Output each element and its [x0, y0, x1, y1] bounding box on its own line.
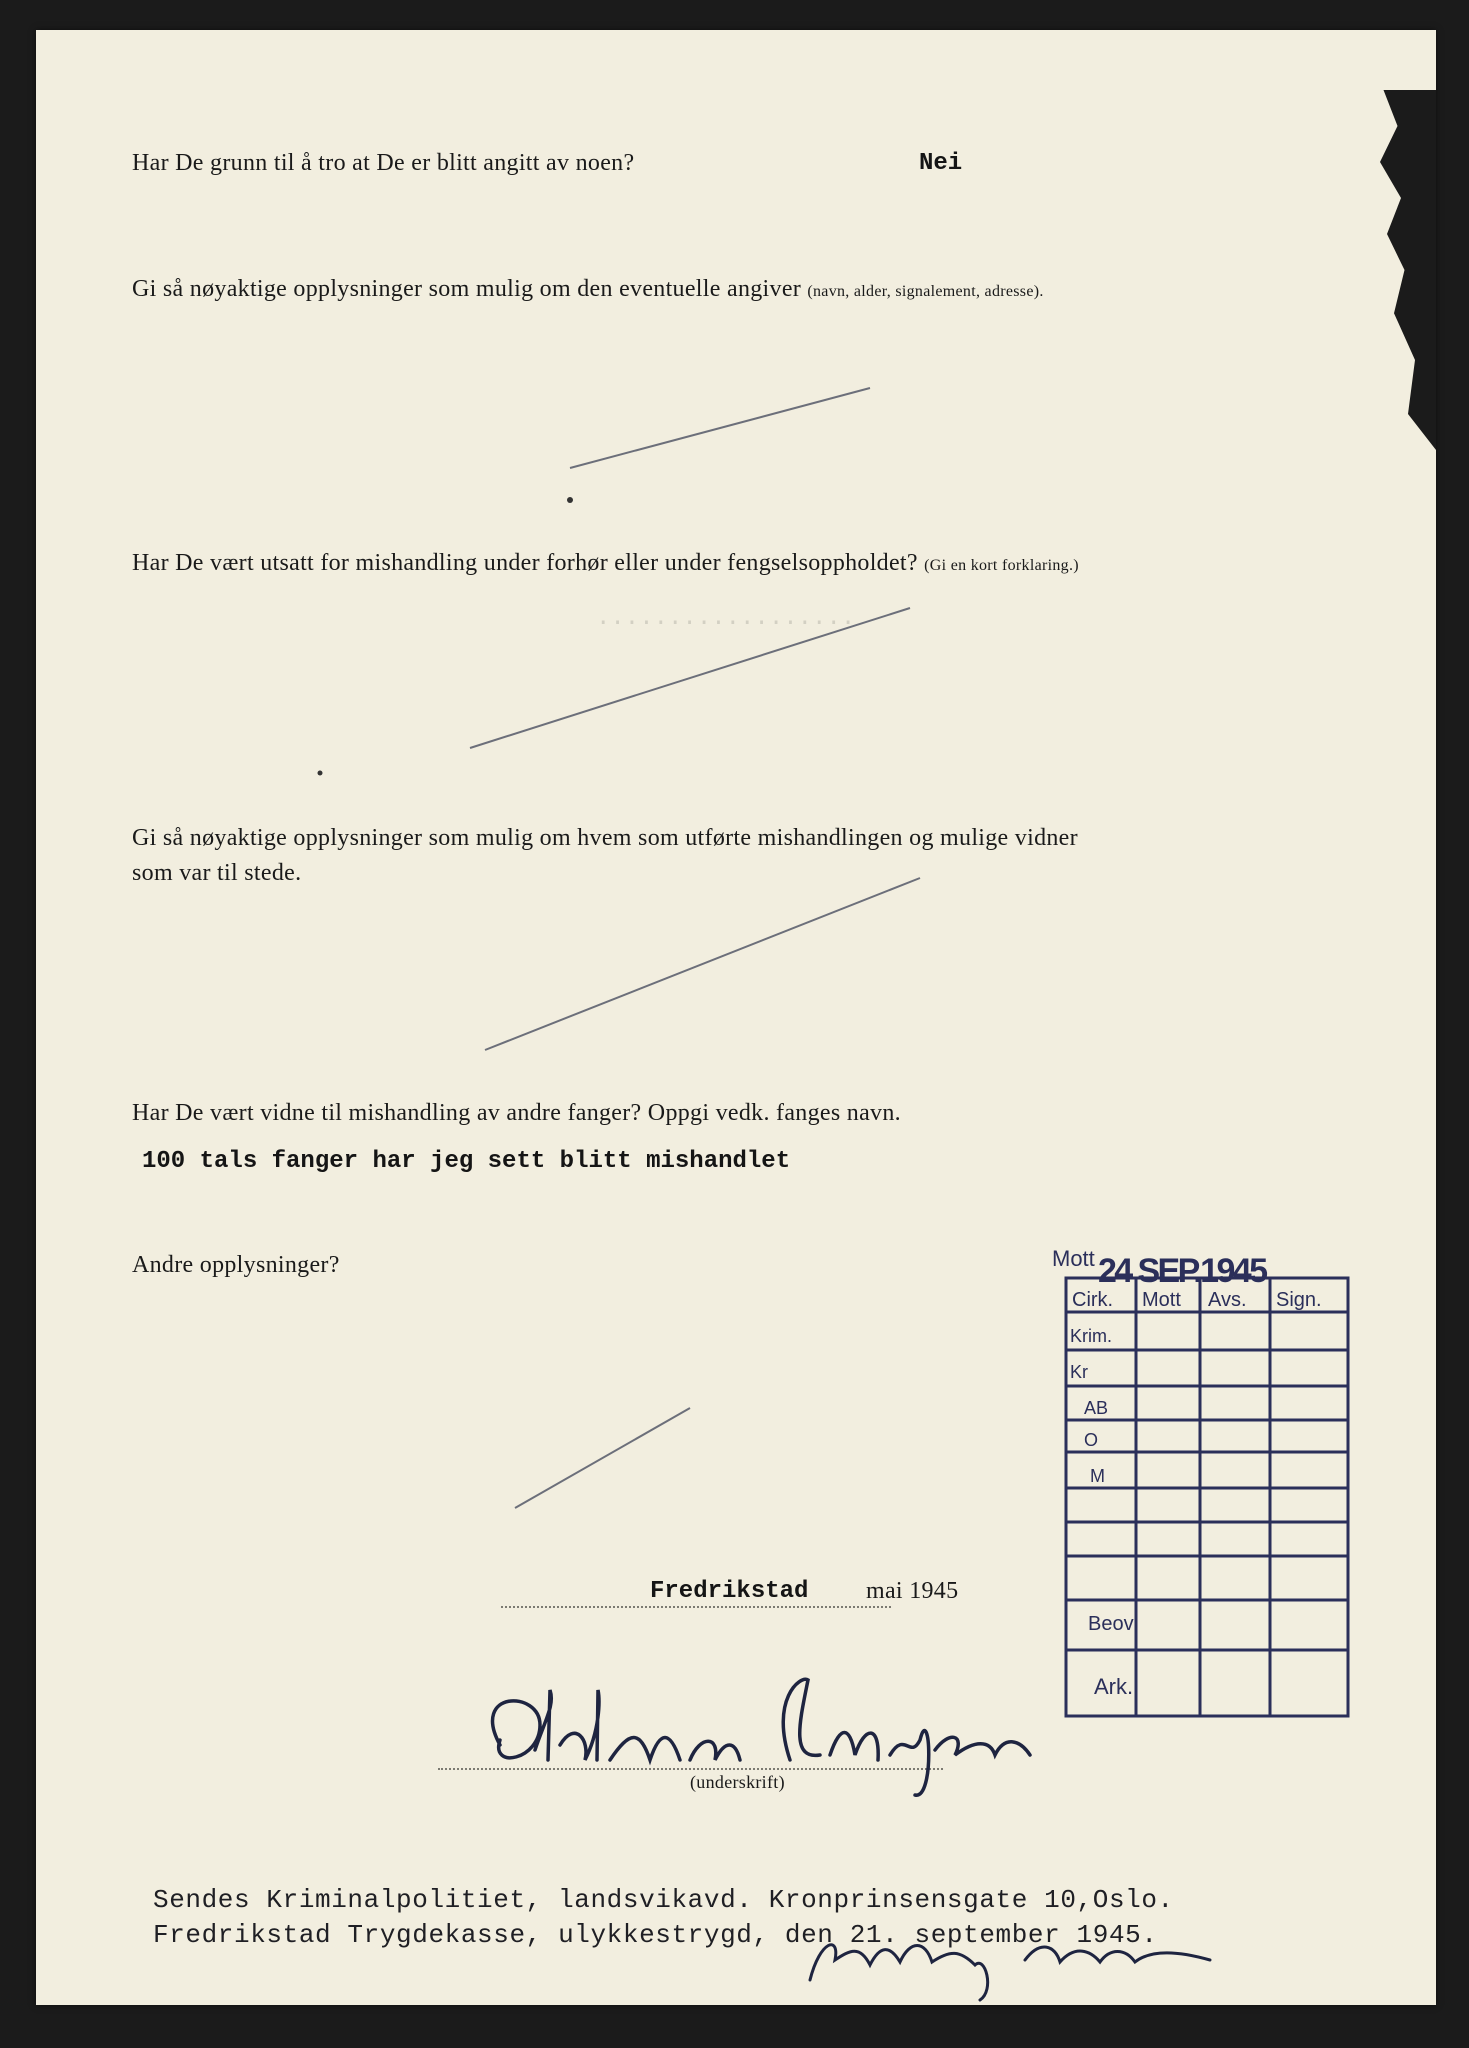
- question-vidne: Har De vært vidne til mishandling av andre fanger? Oppgi vedk. fanges navn.: [132, 1100, 901, 1126]
- stamp-row-ab: AB: [1084, 1398, 1109, 1418]
- footer-line-1: Sendes Kriminalpolitiet, landsvikavd. Kronprinsensgate 10,Oslo.: [153, 1885, 1174, 1915]
- stamp-date: 24 SEP.1945: [1098, 1252, 1268, 1290]
- date-text: mai 1945: [866, 1578, 959, 1604]
- place-text: Fredrikstad: [650, 1578, 809, 1605]
- pencil-dot: [567, 497, 573, 503]
- strike-line-utforte: [485, 878, 920, 1050]
- signature-label: (underskrift): [690, 1772, 785, 1792]
- handwritten-signature: [493, 1679, 1030, 1795]
- stamp-col-avs: Avs.: [1208, 1289, 1247, 1311]
- strike-line-andre: [515, 1408, 690, 1508]
- answer-vidne: 100 tals fanger har jeg sett blitt mishandlet: [142, 1148, 791, 1175]
- question-utforte-line2: som var til stede.: [132, 860, 302, 886]
- question-utforte-line1: Gi så nøyaktige opplysninger som mulig om hvem som utførte mishandlingen og mulige vidner: [132, 825, 1078, 851]
- question-angiver-note: (navn, alder, signalement, adresse).: [807, 283, 1044, 300]
- footer-signature: [810, 1945, 1210, 2000]
- stamp-row-beov: Beov: [1088, 1613, 1134, 1635]
- stamp-col-mott: Mott: [1142, 1289, 1181, 1311]
- stamp-row-kr: Kr: [1070, 1362, 1088, 1382]
- strike-line-angiver: [570, 388, 870, 468]
- bleed-through-text: ..................: [596, 605, 856, 632]
- question-andre: Andre opplysninger?: [132, 1252, 340, 1278]
- question-mishandling-text: Har De vært utsatt for mishandling under forhør eller under fengselsoppholdet?: [132, 550, 918, 576]
- pencil-dot-2: [318, 771, 323, 776]
- stamp-row-o: O: [1084, 1430, 1099, 1450]
- stamp-mott: Mott: [1052, 1246, 1095, 1271]
- stamp-col-cirk: Cirk.: [1072, 1289, 1114, 1311]
- stamp-row-krim: Krim.: [1070, 1326, 1112, 1346]
- footer-line-2: Fredrikstad Trygdekasse, ulykkestrygd, den 21. september 1945.: [153, 1920, 1158, 1950]
- stamp-row-ark: Ark.: [1094, 1674, 1134, 1699]
- answer-angitt: Nei: [919, 150, 963, 177]
- question-angitt: Har De grunn til å tro at De er blitt angitt av noen?: [132, 150, 635, 176]
- stamp-col-sign: Sign.: [1276, 1289, 1322, 1311]
- strike-line-mishandling: [470, 608, 910, 748]
- question-mishandling-note: (Gi en kort forklaring.): [924, 557, 1079, 574]
- question-angiver-text: Gi så nøyaktige opplysninger som mulig om den eventuelle angiver: [132, 276, 802, 302]
- stamp-row-m: M: [1090, 1466, 1105, 1486]
